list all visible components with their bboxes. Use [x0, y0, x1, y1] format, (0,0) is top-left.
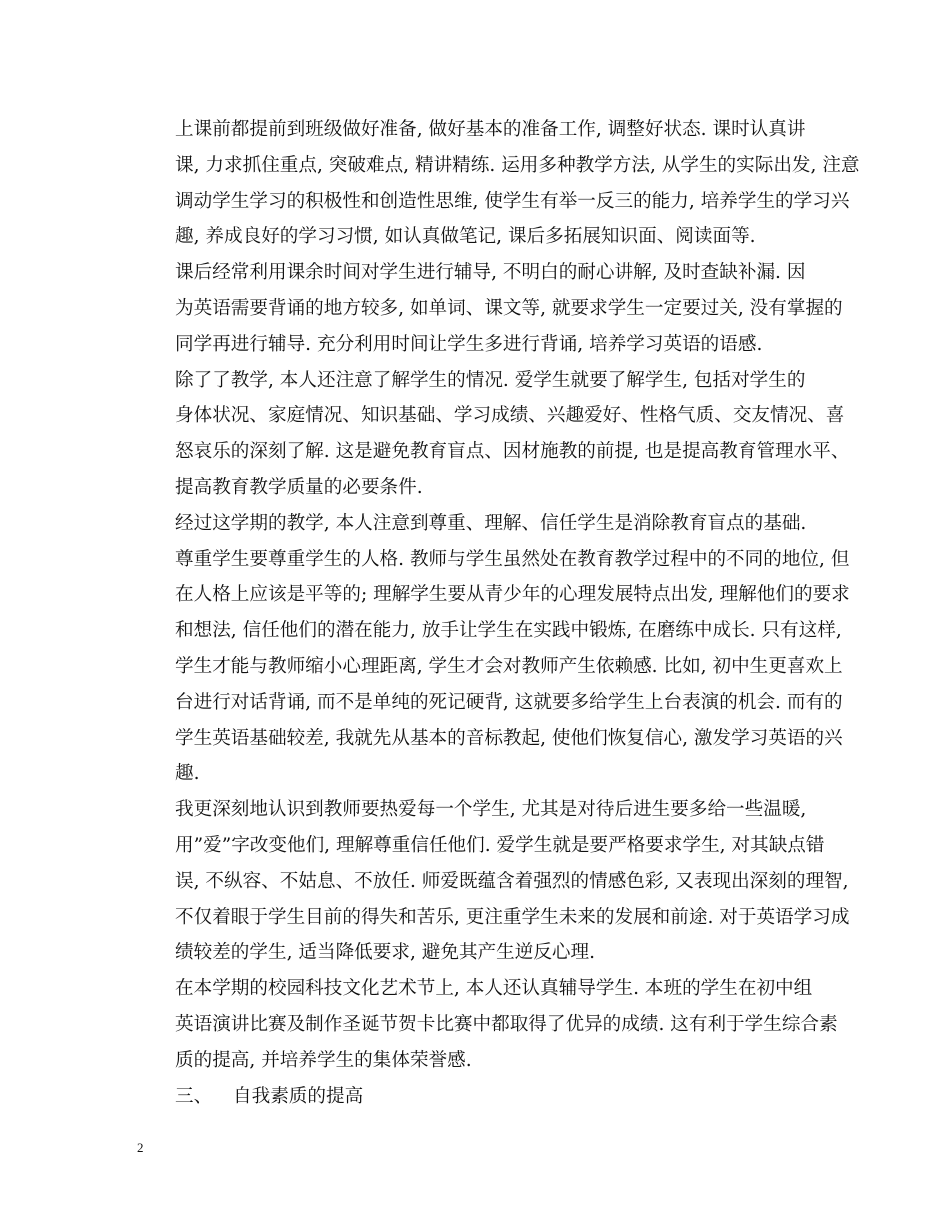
- section-heading: [138, 1079, 816, 1115]
- text-line: 在人格上应该是平等的; 理解学生要从青少年的心理发展特点出发, 理解他们的要求: [175, 584, 850, 606]
- text-line: 课后经常利用课余时间对学生进行辅导, 不明白的耐心讲解, 及时查缺补漏. 因: [175, 262, 806, 284]
- text-line: 同学再进行辅导. 充分利用时间让学生多进行背诵, 培养学习英语的语感.: [175, 333, 763, 355]
- text-line: 趣.: [175, 763, 200, 785]
- text-line: 我更深刻地认识到教师要热爱每一个学生, 尤其是对待后进生要多给一些温暖,: [175, 799, 807, 821]
- text-line: 台进行对话背诵, 而不是单纯的死记硬背, 这就要多给学生上台表演的机会. 而有的: [175, 691, 843, 713]
- paragraph-after-class-tutoring: [138, 255, 843, 362]
- text-line: 课, 力求抓住重点, 突破难点, 精讲精练. 运用多种教学方法, 从学生的实际出发, 注意: [175, 154, 860, 176]
- text-line: 趣, 养成良好的学习习惯, 如认真做笔记, 课后多拓展知识面、阅读面等.: [175, 226, 756, 248]
- page-number: 2: [137, 1140, 144, 1155]
- text-line: 和想法, 信任他们的潜在能力, 放手让学生在实践中锻炼, 在磨练中成长. 只有这样,: [175, 620, 842, 642]
- text-line: 学生才能与教师缩小心理距离, 学生才会对教师产生依赖感. 比如, 初中生更喜欢上: [175, 655, 843, 677]
- section-title: 自我素质的提高: [233, 1085, 364, 1107]
- text-line: 不仅着眼于学生目前的得失和苦乐, 更注重学生未来的发展和前途. 对于英语学习成: [175, 906, 850, 928]
- text-line: 绩较差的学生, 适当降低要求, 避免其产生逆反心理.: [175, 942, 596, 964]
- text-line: 为英语需要背诵的地方较多, 如单词、课文等, 就要求学生一定要过关, 没有掌握的: [175, 297, 843, 319]
- text-line: 经过这学期的教学, 本人注意到尊重、理解、信任学生是消除教育盲点的基础.: [175, 512, 807, 534]
- paragraph-respect-and-trust: [138, 506, 850, 792]
- text-line: 提高教育教学质量的必要条件.: [175, 476, 423, 498]
- paragraph-class-preparation: [138, 112, 860, 255]
- text-line: 学生英语基础较差, 我就先从基本的音标教起, 使他们恢复信心, 激发学习英语的兴: [175, 727, 843, 749]
- text-line: 英语演讲比赛及制作圣诞节贺卡比赛中都取得了优异的成绩. 这有利于学生综合素: [175, 1013, 838, 1035]
- text-line: 用”爱”字改变他们, 理解尊重信任他们. 爱学生就是要严格要求学生, 对其缺点错: [175, 834, 825, 856]
- paragraph-understanding-students: [138, 363, 850, 506]
- paragraph-arts-festival: [138, 971, 838, 1078]
- paragraph-caring-for-students: [138, 792, 850, 971]
- section-number: 三、: [175, 1085, 213, 1107]
- text-line: 身体状况、家庭情况、知识基础、学习成绩、兴趣爱好、性格气质、交友情况、喜: [175, 405, 845, 427]
- text-line: 除了了教学, 本人还注意了解学生的情况. 爱学生就要了解学生, 包括对学生的: [175, 369, 806, 391]
- text-line: 调动学生学习的积极性和创造性思维, 使学生有举一反三的能力, 培养学生的学习兴: [175, 190, 850, 212]
- text-line: 质的提高, 并培养学生的集体荣誉感.: [175, 1049, 472, 1071]
- text-line: 上课前都提前到班级做好准备, 做好基本的准备工作, 调整好状态. 课时认真讲: [175, 119, 806, 140]
- text-line: 怒哀乐的深刻了解. 这是避免教育盲点、因材施教的前提, 也是提高教育管理水平、: [175, 441, 850, 463]
- document-body: [138, 112, 860, 1114]
- text-line: 尊重学生要尊重学生的人格. 教师与学生虽然处在教育教学过程中的不同的地位, 但: [175, 548, 850, 570]
- text-line: 误, 不纵容、不姑息、不放任. 师爱既蕴含着强烈的情感色彩, 又表现出深刻的理智,: [175, 870, 849, 892]
- text-line: 在本学期的校园科技文化艺术节上, 本人还认真辅导学生. 本班的学生在初中组: [175, 978, 813, 1000]
